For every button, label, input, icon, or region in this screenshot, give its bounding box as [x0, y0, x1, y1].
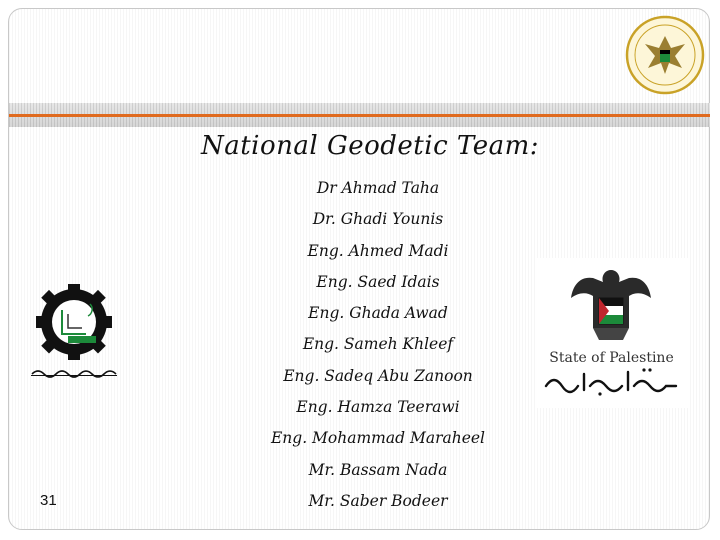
- state-name-label: State of Palestine: [549, 350, 674, 366]
- team-member: Dr. Ghadi Younis: [312, 210, 444, 229]
- page-number: 31: [40, 492, 57, 509]
- team-member: Mr. Saber Bodeer: [308, 491, 448, 510]
- team-member: Eng. Hamza Teerawi: [296, 398, 460, 417]
- team-member: Eng. Sadeq Abu Zanoon: [283, 366, 473, 385]
- team-members-list: [228, 177, 528, 521]
- header-accent-line: [9, 114, 710, 117]
- eagle-emblem-icon: [535, 258, 688, 350]
- state-arabic-script: [540, 366, 683, 398]
- team-member: Eng. Mohammad Maraheel: [270, 429, 486, 448]
- team-member: Eng. Sameh Khleef: [302, 335, 454, 354]
- team-member: Eng. Ahmed Madi: [307, 241, 449, 260]
- slide-title: National Geodetic Team:: [200, 131, 540, 161]
- team-member: Eng. Saed Idais: [316, 272, 440, 291]
- team-member: Mr. Bassam Nada: [308, 460, 448, 479]
- team-member: Dr Ahmad Taha: [316, 179, 440, 197]
- university-arabic-caption: [28, 366, 120, 378]
- seal-logo: [624, 14, 706, 96]
- team-member: Eng. Ghada Awad: [308, 304, 448, 323]
